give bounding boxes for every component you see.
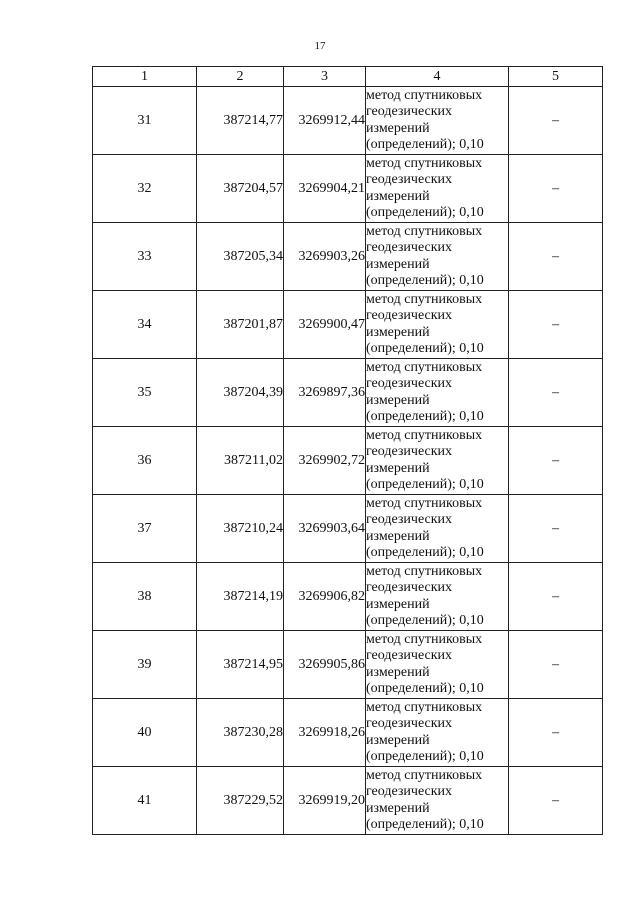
table-row (93, 291, 603, 359)
y-coordinate-cell: 3269897,36 (284, 359, 366, 427)
point-number-cell: 34 (93, 291, 197, 359)
point-number-cell: 41 (93, 767, 197, 835)
page-number: 17 (314, 40, 326, 52)
note-cell: – (509, 631, 603, 699)
point-number-cell: 39 (93, 631, 197, 699)
note-cell: – (509, 87, 603, 155)
method-cell: метод спутниковых геодезических измерений (определений); 0,10 (366, 427, 509, 495)
column-header-2: 2 (197, 67, 284, 87)
x-coordinate-cell: 387211,02 (197, 427, 284, 495)
x-coordinate-cell: 387229,52 (197, 767, 284, 835)
point-number-cell: 38 (93, 563, 197, 631)
x-coordinate-cell: 387214,77 (197, 87, 284, 155)
table-row (93, 359, 603, 427)
point-number-cell: 32 (93, 155, 197, 223)
table-row (93, 767, 603, 835)
note-cell: – (509, 291, 603, 359)
column-header-3: 3 (284, 67, 366, 87)
table-row (93, 631, 603, 699)
point-number-cell: 40 (93, 699, 197, 767)
table-header-row (93, 67, 603, 87)
column-header-4: 4 (366, 67, 509, 87)
point-number-cell: 35 (93, 359, 197, 427)
method-cell: метод спутниковых геодезических измерений (определений); 0,10 (366, 767, 509, 835)
table-row (93, 495, 603, 563)
method-cell: метод спутниковых геодезических измерений (определений); 0,10 (366, 359, 509, 427)
point-number-cell: 36 (93, 427, 197, 495)
y-coordinate-cell: 3269918,26 (284, 699, 366, 767)
point-number-cell: 31 (93, 87, 197, 155)
coordinates-table (92, 66, 603, 835)
y-coordinate-cell: 3269900,47 (284, 291, 366, 359)
x-coordinate-cell: 387205,34 (197, 223, 284, 291)
x-coordinate-cell: 387204,39 (197, 359, 284, 427)
y-coordinate-cell: 3269912,44 (284, 87, 366, 155)
note-cell: – (509, 359, 603, 427)
x-coordinate-cell: 387230,28 (197, 699, 284, 767)
method-cell: метод спутниковых геодезических измерений (определений); 0,10 (366, 495, 509, 563)
method-cell: метод спутниковых геодезических измерений (определений); 0,10 (366, 223, 509, 291)
method-cell: метод спутниковых геодезических измерений (определений); 0,10 (366, 563, 509, 631)
x-coordinate-cell: 387204,57 (197, 155, 284, 223)
method-cell: метод спутниковых геодезических измерений (определений); 0,10 (366, 699, 509, 767)
table-row (93, 155, 603, 223)
table-row (93, 223, 603, 291)
note-cell: – (509, 223, 603, 291)
method-cell: метод спутниковых геодезических измерений (определений); 0,10 (366, 87, 509, 155)
point-number-cell: 37 (93, 495, 197, 563)
note-cell: – (509, 495, 603, 563)
y-coordinate-cell: 3269904,21 (284, 155, 366, 223)
note-cell: – (509, 155, 603, 223)
column-header-5: 5 (509, 67, 603, 87)
note-cell: – (509, 767, 603, 835)
point-number-cell: 33 (93, 223, 197, 291)
x-coordinate-cell: 387214,95 (197, 631, 284, 699)
y-coordinate-cell: 3269919,20 (284, 767, 366, 835)
y-coordinate-cell: 3269903,64 (284, 495, 366, 563)
method-cell: метод спутниковых геодезических измерений (определений); 0,10 (366, 631, 509, 699)
table-row (93, 699, 603, 767)
table-row (93, 563, 603, 631)
note-cell: – (509, 427, 603, 495)
note-cell: – (509, 699, 603, 767)
y-coordinate-cell: 3269906,82 (284, 563, 366, 631)
x-coordinate-cell: 387214,19 (197, 563, 284, 631)
y-coordinate-cell: 3269903,26 (284, 223, 366, 291)
table-row (93, 427, 603, 495)
method-cell: метод спутниковых геодезических измерений (определений); 0,10 (366, 291, 509, 359)
column-header-1: 1 (93, 67, 197, 87)
method-cell: метод спутниковых геодезических измерений (определений); 0,10 (366, 155, 509, 223)
table-body (93, 87, 603, 835)
table-row (93, 87, 603, 155)
x-coordinate-cell: 387210,24 (197, 495, 284, 563)
y-coordinate-cell: 3269905,86 (284, 631, 366, 699)
x-coordinate-cell: 387201,87 (197, 291, 284, 359)
note-cell: – (509, 563, 603, 631)
y-coordinate-cell: 3269902,72 (284, 427, 366, 495)
